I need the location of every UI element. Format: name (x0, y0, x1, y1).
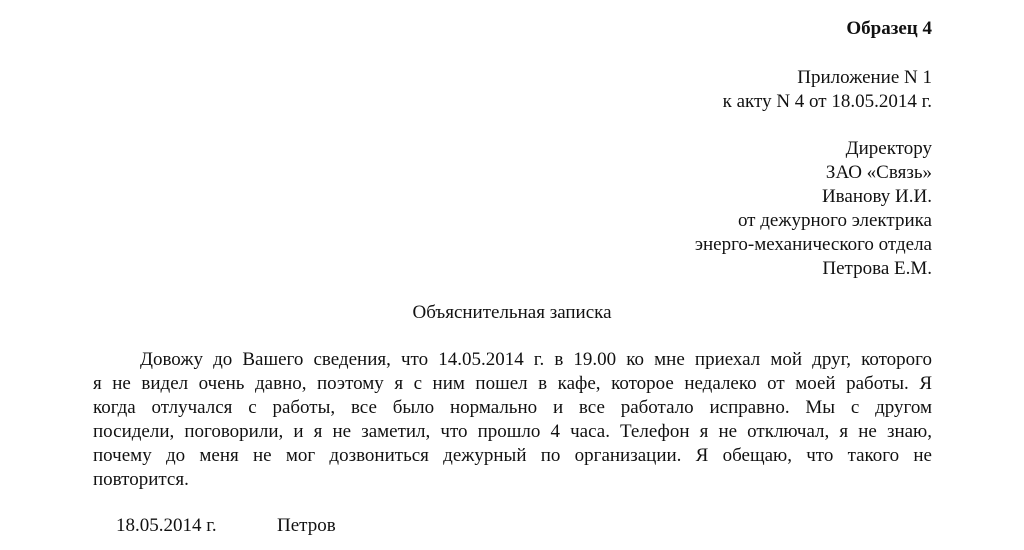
body-line: почему до меня не мог дозвониться дежурный по организации. Я обещаю, что такого не (93, 445, 932, 466)
body-line: повторится. (93, 469, 189, 490)
appendix-line: Приложение N 1 (797, 67, 932, 88)
body-line: посидели, поговорили, и я не заметил, что прошло 4 часа. Телефон я не отключал, я не знаю, (93, 421, 932, 442)
sender-department: энерго-механического отдела (694, 234, 932, 255)
sender-position: от дежурного электрика (737, 210, 932, 231)
body-line: Довожу до Вашего сведения, что 14.05.2014 г. в 19.00 ко мне приехал мой друг, которого (140, 349, 932, 370)
body-paragraph (93, 348, 932, 492)
addressee-position: Директору (845, 138, 932, 159)
addressee-company: ЗАО «Связь» (825, 162, 932, 183)
sample-label: Образец 4 (846, 18, 932, 39)
sender-name: Петрова Е.М. (822, 258, 932, 279)
signature-name: Петров (277, 515, 336, 536)
addressee-name: Иванову И.И. (821, 186, 932, 207)
addressee-block (695, 137, 932, 281)
body-line: я не видел очень давно, поэтому я с ним пошел в кафе, которое недалеко от моей работы. Я (93, 373, 932, 394)
appendix-block (723, 66, 932, 114)
document-title: Объяснительная записка (412, 302, 612, 323)
body-line: когда отлучался с работы, все было нормально и все работало исправно. Мы с другом (93, 397, 932, 418)
signature-date: 18.05.2014 г. (116, 515, 217, 536)
appendix-reference-line: к акту N 4 от 18.05.2014 г. (722, 91, 932, 112)
